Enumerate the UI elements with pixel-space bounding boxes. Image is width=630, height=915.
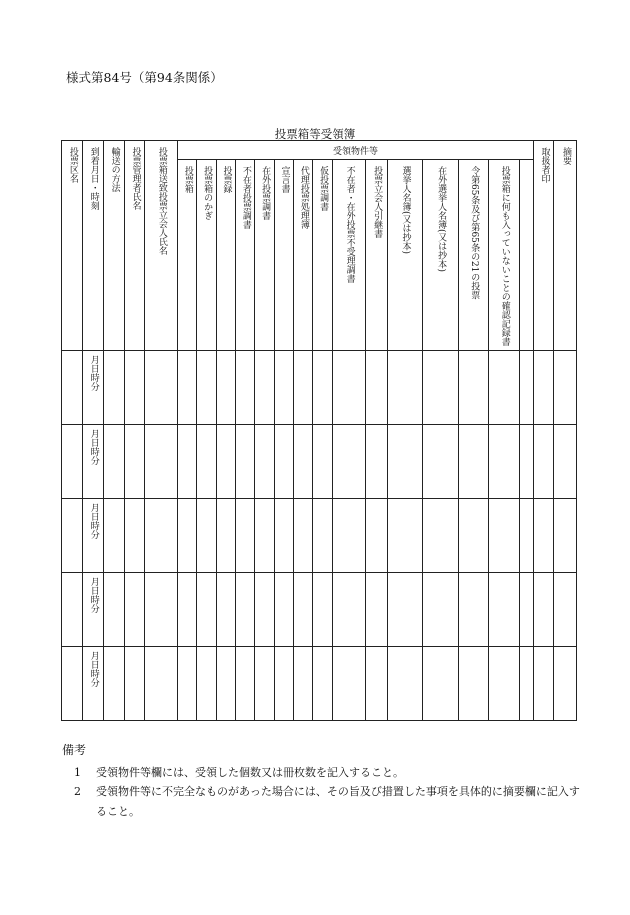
entry-cell [197,425,216,499]
entry-cell [458,647,489,721]
entry-cell [387,573,423,647]
entry-cell [293,425,312,499]
ledger-row [62,425,577,499]
entry-cell [145,647,178,721]
ledger-row [62,351,577,425]
entry-cell [423,647,459,721]
entry-cell [458,351,489,425]
entry-cell [125,573,145,647]
entry-cell [197,573,216,647]
header-item: 投票箱に何も入っていないことの確認記録書 [489,160,520,351]
entry-cell [366,425,387,499]
header-voting-district: 投票区名 [62,141,83,351]
entry-cell [293,351,312,425]
ledger-row [62,647,577,721]
entry-cell [534,573,554,647]
entry-cell [145,425,178,499]
entry-cell [197,647,216,721]
notes-section [62,740,582,821]
entry-cell [458,425,489,499]
entry-cell [293,573,312,647]
ledger-title: 投票箱等受領簿 [274,127,356,141]
row-datetime-label: 月日時分 [88,503,99,539]
entry-cell [216,351,235,425]
entry-cell [534,351,554,425]
entry-cell [216,499,235,573]
ledger-table [61,140,577,721]
entry-cell [255,425,274,499]
note-text: 受領物件等欄には、受領した個数又は冊枚数を記入すること。 [96,766,404,779]
header-item: 投票箱 [177,160,196,351]
arrival-time-cell [83,647,103,721]
entry-cell [366,499,387,573]
entry-cell [62,351,83,425]
header-item: 投票録 [216,160,235,351]
entry-cell [197,351,216,425]
arrival-time-cell [83,425,103,499]
entry-cell [423,351,459,425]
row-datetime-label: 月日時分 [88,651,99,687]
entry-cell [519,499,533,573]
notes-heading: 備考 [62,743,87,757]
entry-cell [458,499,489,573]
header-received-items: 受領物件等 [177,141,533,160]
entry-cell [519,573,533,647]
entry-cell [554,351,577,425]
entry-cell [103,499,124,573]
entry-cell [145,499,178,573]
entry-cell [255,351,274,425]
entry-cell [332,351,366,425]
arrival-time-cell [83,573,103,647]
entry-cell [387,647,423,721]
entry-cell [489,647,520,721]
entry-cell [103,351,124,425]
entry-cell [519,351,533,425]
entry-cell [274,573,293,647]
entry-cell [313,425,332,499]
entry-cell [332,499,366,573]
arrival-time-cell [83,499,103,573]
entry-cell [274,351,293,425]
entry-cell [313,351,332,425]
entry-cell [255,499,274,573]
header-item: 在外選挙人名簿(又は抄本) [423,160,459,351]
entry-cell [255,647,274,721]
header-transport-method: 輸送の方法 [103,141,124,351]
entry-cell [177,351,196,425]
entry-cell [534,499,554,573]
row-datetime-label: 月日時分 [88,577,99,613]
note-text: 受領物件等に不完全なものがあった場合には、その旨及び措置した事項を具体的に摘要欄に記入すること。 [96,785,580,818]
entry-cell [554,647,577,721]
entry-cell [103,647,124,721]
entry-cell [125,425,145,499]
entry-cell [145,351,178,425]
entry-cell [177,573,196,647]
entry-cell [235,351,254,425]
entry-cell [519,647,533,721]
entry-cell [489,499,520,573]
header-handler-seal: 取扱者印 [534,141,554,351]
entry-cell [255,573,274,647]
entry-cell [423,573,459,647]
header-row-1 [62,141,577,160]
entry-cell [274,647,293,721]
ledger-row [62,499,577,573]
header-item: 不在者・在外投票不受理調書 [332,160,366,351]
entry-cell [534,425,554,499]
ledger-row [62,573,577,647]
entry-cell [293,647,312,721]
entry-cell [125,499,145,573]
note-item [62,763,582,782]
header-item: 令第65条及び第65条の21の投票 [458,160,489,351]
header-item: 投票箱のかぎ [197,160,216,351]
entry-cell [423,425,459,499]
note-number: 1 [74,766,81,779]
entry-cell [62,499,83,573]
entry-cell [177,499,196,573]
entry-cell [235,499,254,573]
header-item-blank [519,160,533,351]
arrival-time-cell [83,351,103,425]
entry-cell [554,425,577,499]
entry-cell [489,351,520,425]
header-item: 宣言書 [274,160,293,351]
entry-cell [489,425,520,499]
entry-cell [235,425,254,499]
entry-cell [313,647,332,721]
header-remarks: 摘要 [554,141,577,351]
entry-cell [274,499,293,573]
form-number: 様式第84号（第94条関係） [66,70,223,85]
entry-cell [197,499,216,573]
entry-cell [313,573,332,647]
entry-cell [216,647,235,721]
entry-cell [293,499,312,573]
entry-cell [103,425,124,499]
note-number: 2 [74,785,81,799]
entry-cell [366,573,387,647]
header-item: 代理投票処理簿 [293,160,312,351]
entry-cell [489,573,520,647]
header-witness-name: 投票箱送致投票立会人氏名 [145,141,178,351]
header-item: 投票立会人引継書 [366,160,387,351]
entry-cell [125,647,145,721]
header-manager-name: 投票管理者氏名 [125,141,145,351]
entry-cell [519,425,533,499]
entry-cell [332,425,366,499]
entry-cell [125,351,145,425]
entry-cell [62,573,83,647]
entry-cell [332,647,366,721]
entry-cell [387,351,423,425]
entry-cell [387,425,423,499]
row-datetime-label: 月日時分 [88,355,99,391]
entry-cell [366,351,387,425]
entry-cell [458,573,489,647]
entry-cell [216,573,235,647]
row-datetime-label: 月日時分 [88,429,99,465]
entry-cell [235,573,254,647]
header-item: 不在者投票調書 [235,160,254,351]
entry-cell [387,499,423,573]
entry-cell [534,647,554,721]
entry-cell [216,425,235,499]
entry-cell [145,573,178,647]
note-item [62,782,582,821]
entry-cell [103,573,124,647]
entry-cell [366,647,387,721]
entry-cell [554,499,577,573]
entry-cell [332,573,366,647]
header-item: 選挙人名簿(又は抄本) [387,160,423,351]
entry-cell [274,425,293,499]
entry-cell [62,425,83,499]
header-item: 仮投票調書 [313,160,332,351]
entry-cell [62,647,83,721]
entry-cell [235,647,254,721]
entry-cell [423,499,459,573]
entry-cell [554,573,577,647]
header-arrival-datetime: 到着月日・時刻 [83,141,103,351]
header-item: 在外投票調書 [255,160,274,351]
entry-cell [177,647,196,721]
data-rows [62,351,577,721]
entry-cell [177,425,196,499]
entry-cell [313,499,332,573]
